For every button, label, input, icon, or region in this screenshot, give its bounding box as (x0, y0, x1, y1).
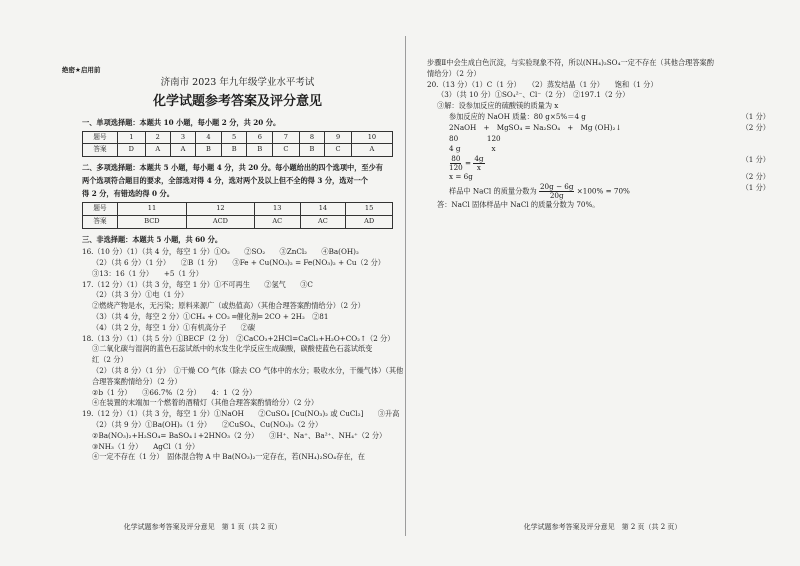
x-result: x = 6g (449, 172, 473, 182)
naoh-mass-row (427, 112, 770, 123)
document-title: 化学试题参考答案及评分意见 (152, 94, 322, 110)
table-cell: AC (300, 215, 346, 228)
score: （1 分） (741, 155, 770, 165)
table-cell: 2 (145, 131, 170, 144)
table-cell: B (221, 144, 247, 157)
answer-line: ③二氧化碳与湿润的蓝色石蕊试纸中的水发生化学反应生成碳酸，碳酸使蓝色石蕊试纸变 (92, 344, 373, 354)
chemical-equation: 2NaOH + MgSO₄ = Na₂SO₄ + Mg (OH)₂↓ (449, 122, 622, 132)
answer-line: 17.（12 分）（1）（共 3 分，每空 1 分）①不可再生 ②氢气 ③C (82, 279, 313, 289)
table-cell: 9 (325, 131, 352, 144)
section-1-heading: 一、单项选择题：本题共 10 小题，每小题 2 分，共 20 分。 (82, 117, 281, 127)
answer-line: （4）（共 2 分，每空 1 分）①有机高分子 ②碳 (92, 322, 256, 332)
q20-line-b: （3）（共 10 分）①SO₄²⁻、Cl⁻（2 分） ②197.1（2 分） (437, 90, 630, 100)
table-cell: 4 (196, 131, 222, 144)
answer-line: （2）（共 6 分）（1 分） ②B（1 分） ③Fe + Cu(NO₃)₂ = Fe(NO₃)₂ + Cu（2 分） (92, 258, 385, 268)
table-answer-label: 答案 (83, 215, 118, 228)
table-cell: ACD (186, 215, 254, 228)
answer-line: （2）（共 3 分）①电（1 分） (92, 290, 189, 300)
table-cell: 12 (186, 202, 254, 215)
proportion-row (427, 155, 770, 172)
table-cell: C (325, 144, 352, 157)
nacl-fraction-row (427, 183, 770, 200)
table-header-label: 题号 (83, 131, 118, 144)
continuation-line-1: 步骤Ⅱ中会生成白色沉淀，与实验现象不符，所以(NH₄)₂SO₄一定不存在（其他合理答案酌 (427, 58, 714, 67)
table-cell: 15 (346, 202, 393, 215)
answer-line: 18.（13 分）（1）（共 5 分）①BECF（2 分） ②CaCO₃+2HCl=CaCl₂+H₂O+CO₂↑（2 分） (82, 333, 395, 343)
answer-line: 19.（12 分）（1）（共 3 分，每空 1 分）①NaOH ②CuSO₄ [Cu(NO₃)₂ 或 CuCl₂] ③升高 (82, 409, 400, 419)
molar-mass-line: 80 120 (449, 133, 501, 143)
answer-line: 16.（10 分）（1）（共 4 分，每空 1 分）①O₂ ②SO₂ ③ZnCl₂ ④Ba(OH)₂ (82, 247, 359, 257)
table-cell: 6 (247, 131, 273, 144)
table-cell: AD (346, 215, 393, 228)
table-cell: 1 (118, 131, 146, 144)
answer-line: （2）（共 9 分）①Ba(OH)₂（1 分） ②CuSO₄、Cu(NO₃)₂（2 分） (92, 420, 323, 430)
table-cell: 5 (221, 131, 247, 144)
table-cell: B (299, 144, 325, 157)
answer-line: （2）（共 8 分）（1 分） ①干燥 CO 气体（除去 CO 气体中的水分；吸收水分，干燥气体）（其他 (92, 366, 404, 376)
table-answer-label: 答案 (83, 144, 118, 157)
section-3-heading: 三、非选择题：本题共 5 小题，共 60 分。 (82, 234, 223, 244)
answer-line: ②Ba(NO₃)₂+H₂SO₄= BaSO₄↓+2HNO₃（2 分） ③H⁺、Na⁺、Ba²⁺、NH₄⁺（2 分） (92, 430, 387, 440)
table-cell: 11 (118, 202, 187, 215)
x-result-row (427, 172, 770, 183)
table-cell: B (247, 144, 273, 157)
table-cell: BCD (118, 215, 187, 228)
score: （1 分） (741, 111, 770, 121)
q20-line-a: 20.（13 分）（1）C（1 分） （2）蒸发结晶（1 分） 饱和（1 分） (427, 79, 658, 89)
answer-line: ②b（1 分） ③66.7%（2 分） 4：1（2 分） (92, 387, 257, 397)
section-2-heading-line1: 二、多项选择题：本题共 5 小题，每小题 4 分，共 20 分。每小题给出的四个选项中，至少有 (82, 163, 383, 173)
table-cell: 3 (170, 131, 195, 144)
answer-line: （3）（共 4 分，每空 2 分）①CH₄ + CO₂ ═催化剂═ 2CO + 2H₂ ②81 (92, 312, 329, 322)
table-cell: A (145, 144, 170, 157)
table-cell: C (273, 144, 300, 157)
table-cell: A (351, 144, 392, 157)
table-cell: 8 (299, 131, 325, 144)
right-page (405, 0, 800, 566)
naoh-mass-text: 参加反应的 NaOH 质量：80 g×5%＝4 g (449, 111, 586, 121)
table-cell: B (196, 144, 222, 157)
proportion: $\frac{80}{120}$ = $\frac{4g}{x}$ (449, 154, 484, 173)
answer-line: ③NH₃（1 分） AgCl（1 分） (92, 441, 200, 451)
table-cell: 10 (351, 131, 392, 144)
table-cell: AC (254, 215, 300, 228)
answer-line: ④一定不存在（1 分） 固体混合物 A 中 Ba(NO₃)₂一定存在，若(NH₄)₂SO₄存在，在 (92, 452, 365, 462)
answer-line: 红（2 分） (92, 355, 128, 365)
q20-line-c: ③解：设参加反应的硫酸镁的质量为 x (437, 101, 559, 111)
table-cell: 7 (273, 131, 300, 144)
table-cell: 14 (300, 202, 346, 215)
answer-lines (82, 247, 404, 463)
exam-title: 济南市 2023 年九年级学业水平考试 (160, 77, 315, 88)
score: （1 分） (741, 182, 770, 192)
equation-row (427, 123, 770, 134)
table-cell: D (118, 144, 146, 157)
table-cell: A (170, 144, 195, 157)
answer-table-2 (82, 202, 393, 229)
section-2-heading-line2: 两个选项符合题目的要求，全部选对得 4 分，选对两个及以上但不全的得 3 分，选对一个 (82, 176, 368, 186)
mass-line: 4 g x (449, 144, 496, 154)
page-footer-2: 化学试题参考答案及评分意见 第 2 页（共 2 页） (523, 522, 682, 531)
continuation-line-2: 情给分）（2 分） (427, 68, 481, 78)
confidential-label: 绝密★启用前 (62, 66, 101, 74)
score: （2 分） (741, 122, 770, 132)
answer-line: ④在装置的末端加一个燃着的酒精灯（其他合理答案酌情给分）（2 分） (92, 398, 319, 408)
table-header-label: 题号 (83, 202, 118, 215)
nacl-fraction: 样品中 NaCl 的质量分数为 $\frac{20g - 6g}{20g}$ ×100% = 70% (449, 181, 630, 200)
section-2-heading-line3: 得 2 分，有错选的得 0 分。 (82, 188, 174, 198)
answer-table-1 (82, 131, 393, 158)
table-cell: 13 (254, 202, 300, 215)
answer-line: 合理答案酌情给分）（2 分） (92, 376, 182, 386)
answer-line: ③13：16（1 分） +5（1 分） (92, 268, 203, 278)
page-footer-1: 化学试题参考答案及评分意见 第 1 页（共 2 页） (123, 522, 282, 531)
final-answer: 答：NaCl 固体样品中 NaCl 的质量分数为 70%。 (437, 199, 600, 209)
answer-line: ②燃烧产物是水，无污染；原料来源广（或热值高）（其他合理答案酌情给分）（2 分） (92, 301, 365, 311)
score: （2 分） (741, 172, 770, 182)
